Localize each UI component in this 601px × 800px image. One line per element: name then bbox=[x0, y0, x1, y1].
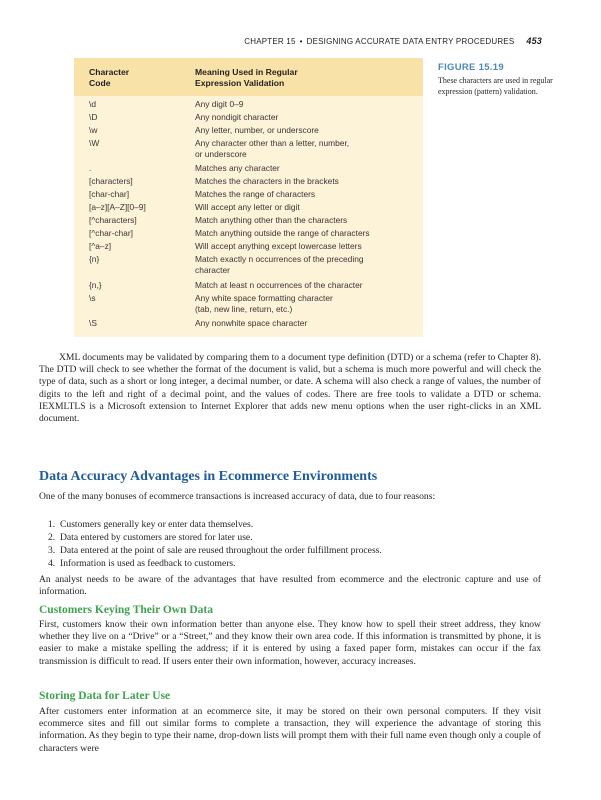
meaning-line: Match exactly n occurrences of the preceding bbox=[195, 254, 364, 264]
subsection-heading: Storing Data for Later Use bbox=[39, 690, 171, 702]
meaning-line: or underscore bbox=[195, 148, 247, 159]
char-code: {n} bbox=[89, 254, 100, 264]
char-meaning: Any digit 0–9 bbox=[195, 99, 244, 109]
char-meaning: Any nonwhite space character bbox=[195, 318, 308, 328]
list-text: Data entered by customers are stored for later use. bbox=[60, 532, 253, 543]
table-header bbox=[74, 58, 423, 96]
list-number: 3. bbox=[48, 545, 56, 556]
char-code: [characters] bbox=[89, 176, 133, 186]
body-paragraph: After customers enter information at an ecommerce site, it may be stored on their own personal computers. If they visit ecommerce sites and fill out similar forms to complete a transaction, they will experience the advantage of storing this information. As they begin to type their name, drop-down lists will prompt them with their full name even though only a couple of characters were bbox=[39, 706, 541, 754]
list-number: 1. bbox=[48, 519, 56, 530]
char-meaning bbox=[195, 138, 413, 160]
char-meaning: Matches any character bbox=[195, 163, 280, 173]
figure-caption: These characters are used in regular expression (pattern) validation. bbox=[438, 76, 553, 96]
column-header-line: Expression Validation bbox=[195, 78, 285, 88]
char-code: \w bbox=[89, 125, 98, 135]
list-text: Customers generally key or enter data themselves. bbox=[60, 519, 254, 530]
header-separator: • bbox=[299, 37, 303, 46]
column-header-line: Character bbox=[89, 67, 130, 77]
meaning-line: Any white space formatting character bbox=[195, 293, 333, 303]
list-item bbox=[48, 545, 382, 557]
char-code: [^characters] bbox=[89, 215, 137, 225]
chapter-title: DESIGNING ACCURATE DATA ENTRY PROCEDURES bbox=[306, 37, 515, 46]
chapter-label: CHAPTER 15 bbox=[244, 37, 296, 46]
char-meaning: Match anything outside the range of characters bbox=[195, 228, 370, 238]
char-code: [^a–z] bbox=[89, 241, 112, 251]
list-number: 2. bbox=[48, 532, 56, 543]
char-code: [char-char] bbox=[89, 189, 130, 199]
char-meaning bbox=[195, 293, 413, 315]
char-meaning bbox=[195, 254, 413, 276]
char-code: \d bbox=[89, 99, 96, 109]
char-meaning: Matches the characters in the brackets bbox=[195, 176, 339, 186]
subsection-heading: Customers Keying Their Own Data bbox=[39, 604, 213, 616]
char-code: \W bbox=[89, 138, 100, 148]
char-code: . bbox=[89, 163, 92, 173]
char-code: \D bbox=[89, 112, 98, 122]
body-paragraph: First, customers know their own information better than anyone else. They know how to spell their street address, they know whether they live on a “Drive” or a “Street,” and they know their own area code. If this information is transmitted by phone, it is easier to make a mistake spelling the address; if it is entered by using a faxed paper form, mistakes can occur if the fax transmission is difficult to read. If users enter their own information, however, accuracy increases. bbox=[39, 619, 541, 667]
page-number: 453 bbox=[526, 36, 542, 46]
char-code: [a–z][A–Z][0–9] bbox=[89, 202, 146, 212]
regex-table bbox=[74, 58, 423, 337]
column-header-meaning bbox=[195, 67, 298, 89]
list-item bbox=[48, 519, 253, 531]
body-paragraph: XML documents may be validated by comparing them to a document type definition (DTD) or a schema (refer to Chapter 8). The DTD will check to see whether the format of the document is valid, but a schema is much more powerful and will check the type of data, such as a short or long integer, a decimal number, or date. A schema will also check a range of values, the number of digits to the left and right of a decimal point, and the values of codes. There are free tools to validate a DTD or schema. IEXMLTLS is a Microsoft extension to Internet Explorer that adds new menu options when the user right-clicks in an XML document. bbox=[39, 352, 541, 425]
list-item bbox=[48, 558, 236, 570]
char-meaning: Any letter, number, or underscore bbox=[195, 125, 319, 135]
char-meaning: Match at least n occurrences of the character bbox=[195, 280, 363, 290]
char-meaning: Will accept anything except lowercase letters bbox=[195, 241, 362, 251]
char-code: \S bbox=[89, 318, 97, 328]
list-text: Data entered at the point of sale are reused throughout the order fulfillment process. bbox=[60, 545, 382, 556]
char-code: {n,} bbox=[89, 280, 102, 290]
char-code: \s bbox=[89, 293, 96, 303]
meaning-line: character bbox=[195, 264, 230, 275]
column-header-line: Meaning Used in Regular bbox=[195, 67, 298, 77]
meaning-line: Any character other than a letter, number, bbox=[195, 138, 350, 148]
char-meaning: Match anything other than the characters bbox=[195, 215, 348, 225]
char-meaning: Any nondigit character bbox=[195, 112, 279, 122]
body-paragraph: One of the many bonuses of ecommerce transactions is increased accuracy of data, due to four reasons: bbox=[39, 491, 436, 502]
figure-label: FIGURE 15.19 bbox=[438, 62, 504, 73]
char-meaning: Will accept any letter or digit bbox=[195, 202, 300, 212]
meaning-line: (tab, new line, return, etc.) bbox=[195, 303, 293, 314]
list-number: 4. bbox=[48, 558, 56, 569]
column-header-character-code bbox=[89, 67, 129, 89]
running-header bbox=[0, 36, 542, 46]
section-heading: Data Accuracy Advantages in Ecommerce Environments bbox=[39, 469, 378, 484]
list-text: Information is used as feedback to customers. bbox=[60, 558, 236, 569]
char-meaning: Matches the range of characters bbox=[195, 189, 316, 199]
list-item bbox=[48, 532, 253, 544]
body-paragraph: An analyst needs to be aware of the advantages that have resulted from ecommerce and the electronic capture and use of information. bbox=[39, 574, 541, 598]
column-header-line: Code bbox=[89, 78, 111, 88]
char-code: [^char-char] bbox=[89, 228, 133, 238]
